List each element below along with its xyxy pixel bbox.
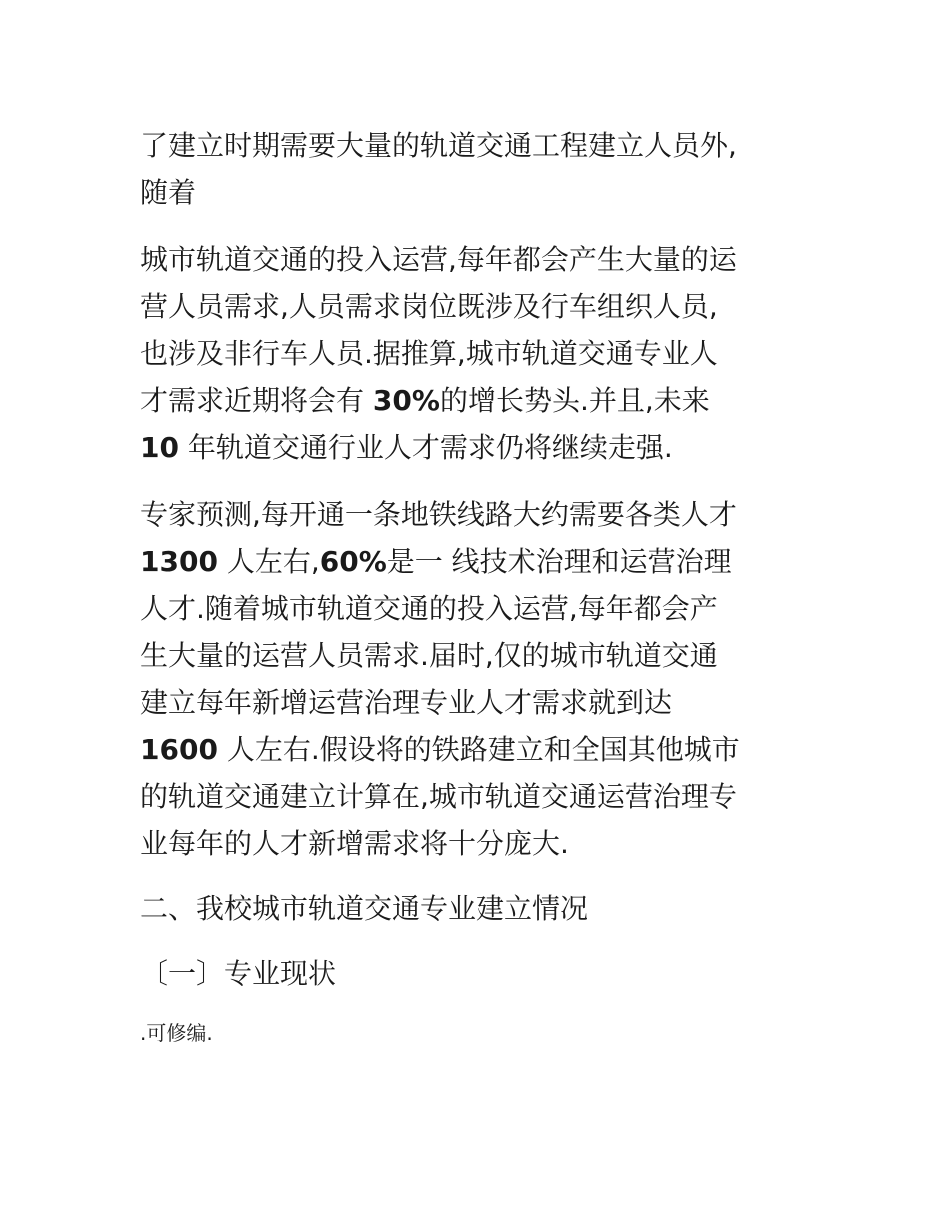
text-line: 人才.随着城市轨道交通的投入运营,每年都会产	[140, 592, 718, 625]
text-line: 了建立时期需要大量的轨道交通工程建立人员外,	[140, 129, 737, 162]
talent-count: 1300	[140, 545, 218, 578]
text-line	[140, 726, 812, 773]
years-count: 10	[140, 431, 179, 464]
document-page	[140, 122, 812, 1047]
text-line: 也涉及非行车人员.据推算,城市轨道交通专业人	[140, 337, 718, 370]
paragraph-forecast	[140, 491, 812, 867]
paragraph-demand	[140, 236, 812, 471]
text-segment: 才需求近期将会有	[140, 384, 373, 417]
text-segment: 年轨道交通行业人才需求仍将继续走强.	[178, 431, 673, 464]
section-heading: 二、我校城市轨道交通专业建立情况	[140, 892, 589, 925]
subsection-heading: 〔一〕专业现状	[140, 957, 337, 990]
text-line: 业每年的人才新增需求将十分庞大.	[140, 827, 569, 860]
text-line	[140, 424, 812, 471]
text-line: 城市轨道交通的投入运营,每年都会产生大量的运	[140, 243, 737, 276]
text-line: 专家预测,每开通一条地铁线路大约需要各类人才	[140, 498, 737, 531]
growth-percent: 30%	[372, 384, 440, 417]
paragraph-intro	[140, 122, 812, 216]
text-line: 营人员需求,人员需求岗位既涉及行车组织人员,	[140, 290, 718, 323]
text-line: 建立每年新增运营治理专业人才需求就到达	[140, 686, 673, 719]
text-segment: 的增长势头.并且,未来	[439, 384, 710, 417]
footer-note: .可修编.	[140, 1021, 213, 1045]
text-segment: 是一 线技术治理和运营治理	[386, 545, 732, 578]
text-line: 的轨道交通建立计算在,城市轨道交通运营治理专	[140, 780, 737, 813]
text-line	[140, 377, 812, 424]
frontline-percent: 60%	[319, 545, 387, 578]
text-line: 随着	[140, 176, 197, 209]
text-segment: 人左右,	[217, 545, 320, 578]
text-line: 生大量的运营人员需求.届时,仅的城市轨道交通	[140, 639, 718, 672]
text-line	[140, 538, 812, 585]
new-talent-count: 1600	[140, 733, 218, 766]
text-segment: 人左右.假设将的铁路建立和全国其他城市	[217, 733, 740, 766]
